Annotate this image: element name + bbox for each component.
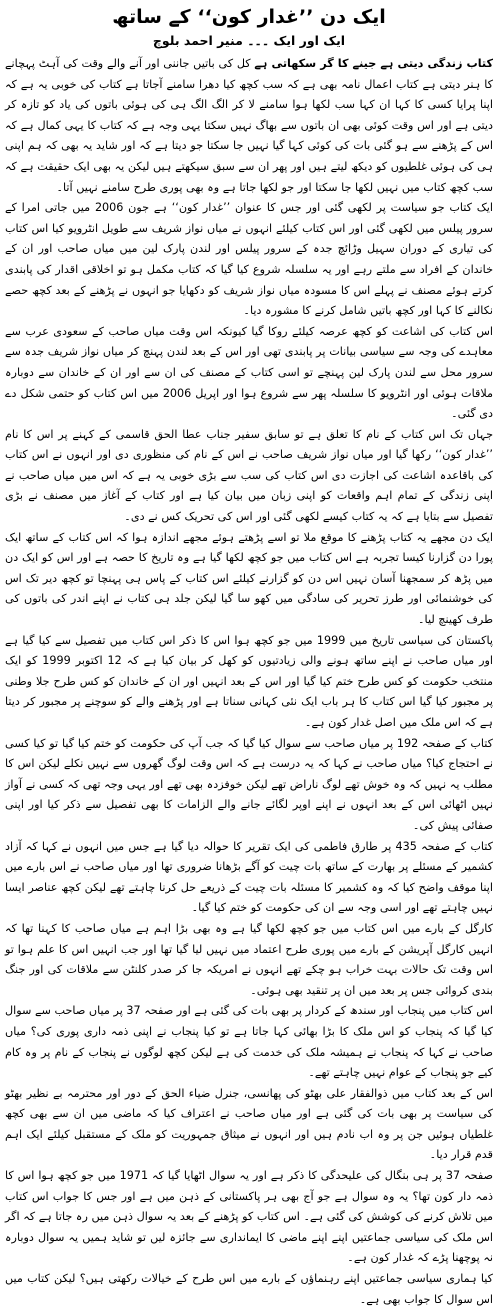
article-body (5, 54, 494, 1306)
article-paragraph: جہاں تک اس کتاب کے نام کا تعلق ہے تو سابق سفیر جناب عطا الحق قاسمی کے کہنے پر اس کا نام ’’غدار کون‘‘ رکھا گیا اور میاں نواز شریف صاحب نے اس کے نام کی منظوری دی اور انہوں نے اس کتاب کی باقاعدہ اشاعت کی اجازت دی اس کتاب کی سب سے بڑی خوبی یہ ہے کہ اس میں میاں صاحب نے اپنی زندگی کے تمام اہم واقعات کو اپنی زبان میں بیان کیا ہے اور کتاب کے آغاز میں مصنف نے بڑی تفصیل سے بتایا ہے کہ یہ کتاب کیسے لکھی گئی اور اس کی تحریک کس نے دی۔ (5, 427, 493, 524)
article-paragraph: کتاب کے صفحہ 192 پر میاں صاحب سے سوال کیا گیا کہ جب آپ کی حکومت کو ختم کیا گیا تو کیا کسی نے احتجاج کیا؟ میاں صاحب نے کہا کہ یہ درست ہے کہ اس وقت لوگ گھروں سے نہیں نکلے لیکن اس کا مطلب یہ نہیں کہ وہ خوش تھے لوگ ناراض تھے لیکن خوفزدہ بھی تھے اور یہی وجہ تھی کہ کسی نے آواز نہیں اٹھائی اس کے بعد انہوں نے اپنے اوپر لگائے جانے والے الزامات کا بھی تفصیل سے ذکر کیا اور اپنی صفائی پیش کی۔ (5, 736, 493, 832)
article-paragraph: کارگل کے بارے میں اس کتاب میں جو کچھ لکھا گیا ہے وہ بھی بڑا اہم ہے میاں صاحب کا کہنا تھا کہ انہیں کارگل آپریشن کے بارے میں پوری طرح اعتماد میں نہیں لیا گیا تھا اور جب انہیں اس کا علم ہوا تو اس وقت تک حالات بہت خراب ہو چکے تھے انہوں نے امریکہ جا کر صدر کلنٹن سے ملاقات کی اور جنگ بندی کروائی جس پر بعد میں ان پر تنقید بھی ہوئی۔ (5, 921, 493, 997)
article-paragraph: کیا ہماری سیاسی جماعتیں اپنے رہنماؤں کے بارے میں اس طرح کے خیالات رکھتی ہیں؟ لیکن کتاب میں اس سوال کا جواب بھی ہے۔ (5, 1272, 493, 1306)
article-lead-sentence: کتاب زندگی دیتی ہے جینے کا گر سکھاتی ہے (254, 57, 493, 70)
article-paragraph: کل کی باتیں جاننی اور آنے والے وقت کی آہٹ پہچانے کا ہنر دیتی ہے کتاب اعمال نامہ بھی ہے کہ سب کچھ کیا دھرا سامنے آجاتا ہے کتاب کی خوبی یہ ہے کہ اپنا پرایا کسی کا کہا ان کہا سب لکھا ہوا سامنے لا کر الگ الگ ہی کی ہوئی باتوں کی یاد کو تازہ کر دیتی ہے اور اس وقت کوئی بھی ان باتوں سے بھاگ نہیں سکتا یہی وجہ ہے کہ کتاب کا یہی کمال ہے کہ اس کے پڑھنے سے ہو گئی بات کی کوئی کہا گیا نہیں جا سکتا جو دیتا ہے کہ اور شاید یہ بھی کہ ہم اپنی ہی کی ہوئی غلطیوں کو دیکھ لیتے ہیں اور پھر ان سے سبق سیکھتے ہیں لیکن یہ بھی ایک حقیقت ہے کہ سب کچھ کتاب میں نہیں لکھا جا سکتا اور جو لکھا جاتا ہے وہ بھی پوری طرح سامنے نہیں آتا۔ (5, 57, 493, 194)
article-paragraph: اس کتاب کی اشاعت کو کچھ عرصہ کیلئے روکا گیا کیونکہ اس وقت میاں صاحب کے سعودی عرب سے معاہدے کی وجہ سے سیاسی بیانات پر پابندی تھی اور اس کے بعد لندن پہنچ کر میاں نواز شریف جدہ سے سرور محل سے لندن پارک لین پہنچے تو اسی کتاب کے مصنف کی ان سے اور ان کے خاندان سے دوبارہ ملاقات ہوئی اور انٹرویو کا سلسلہ پھر سے شروع ہوا اور اپریل 2006 میں اس کتاب کو حتمی شکل دے دی گئی۔ (5, 324, 493, 421)
article-paragraph: کتاب کے صفحہ 435 پر طارق فاطمی کی ایک تقریر کا حوالہ دیا گیا ہے جس میں انہوں نے کہا کہ آزاد کشمیر کے مسئلے پر بھارت کے ساتھ بات چیت کو آگے بڑھانا ضروری تھا اور میاں صاحب نے اس بارے میں اپنا موقف واضح کیا کہ وہ کشمیر کا مسئلہ بات چیت کے ذریعے حل کرنا چاہتے تھے لیکن کچھ عناصر ایسا نہیں چاہتے تھے اور اسی وجہ سے ان کی حکومت کو ختم کیا گیا۔ (5, 839, 493, 915)
article-paragraph: ایک کتاب جو سیاست پر لکھی گئی اور جس کا عنوان ’’غدار کون‘‘ ہے جون 2006 میں جاتی امرا کے سرور پیلس میں لکھی گئی اور اس کتاب کیلئے انہوں نے میاں نواز شریف سے طویل انٹرویو کیا اس کتاب کی تیاری کے دوران سہیل وڑائچ جدہ کے سرور پیلس اور لندن پارک لین میں میاں صاحب اور ان کے خاندان کے افراد سے ملتے رہے اور یہ سلسلہ شروع کیا گیا کہ کتاب مکمل ہو تو اخلاقی اقدار کی پابندی کرتے ہوئے مصنف نے پہلے اس کا مسودہ میاں نواز شریف کو دکھایا جو انہوں نے پڑھنے کے بعد کچھ حصے نکالنے کا کہا اور کچھ باتیں شامل کرنے کا مشورہ دیا۔ (5, 201, 493, 318)
article-paragraph: اس کے بعد کتاب میں ذوالفقار علی بھٹو کی پھانسی، جنرل ضیاء الحق کے دور اور محترمہ بے نظیر بھٹو کی سیاست پر بھی بات کی گئی ہے اور میاں صاحب نے اعتراف کیا کہ ماضی میں ان سے بھی کچھ غلطیاں ہوئیں جن پر وہ اب نادم ہیں اور انہوں نے میثاق جمہوریت کو ملک کے مستقبل کیلئے ایک اہم قدم قرار دیا۔ (5, 1086, 493, 1162)
article-paragraph: اس کتاب میں پنجاب اور سندھ کے کردار پر بھی بات کی گئی ہے اور صفحہ 37 پر میاں صاحب سے سوال کیا گیا کہ پنجاب کو اس ملک کا بڑا بھائی کہا جاتا ہے تو کیا پنجاب نے اپنی ذمہ داری پوری کی؟ میاں صاحب نے کہا کہ پنجاب نے ہمیشہ ملک کی خدمت کی ہے لیکن کچھ لوگوں نے پنجاب کے نام پر وہ کام کیے جو پنجاب کے عوام نہیں چاہتے تھے۔ (5, 1004, 493, 1080)
article-paragraph: ایک دن مجھے یہ کتاب پڑھنے کا موقع ملا تو اسے پڑھتے ہوئے مجھے اندازہ ہوا کہ اس کتاب کے ساتھ ایک پورا دن گزارنا کیسا تجربہ ہے اس کتاب میں جو کچھ لکھا گیا ہے وہ تاریخ کا حصہ ہے اور اس کو ایک دن میں پڑھ کر سمجھنا آسان نہیں اس دن کو گزارنے کیلئے اس کتاب کے پاس ہی پہنچا تو کچھ دیر تک اس کی خوشنمائی اور طرز تحریر کی سادگی میں کھو سا گیا لیکن جلد ہی کتاب نے اپنے اندر کی باتوں کی طرف کھینچ لیا۔ (5, 530, 493, 627)
article-byline: ایک اور ایک ۔۔۔ منیر احمد بلوچ (152, 33, 346, 48)
article-headline: ایک دن ’’غدار کون‘‘ کے ساتھ (112, 6, 386, 28)
article-paragraph: پاکستان کی سیاسی تاریخ میں 1999 میں جو کچھ ہوا اس کا ذکر اس کتاب میں تفصیل سے کیا گیا ہے اور میاں صاحب نے اپنے ساتھ ہونے والی زیادتیوں کو کھل کر بیان کیا ہے کہ 12 اکتوبر 1999 کو ایک منتخب حکومت کو کس طرح ختم کیا گیا اور اس کے بعد انہیں اور ان کے خاندان کو کس طرح جلا وطنی پر مجبور کیا گیا اس کتاب کا ہر باب ایک نئی کہانی سناتا ہے اور پڑھنے والے کو سوچنے پر مجبور کر دیتا ہے کہ اس ملک میں اصل غدار کون ہے۔ (5, 633, 494, 729)
article-paragraph-lead (5, 54, 493, 198)
article-paragraph: صفحہ 37 پر ہی بنگال کی علیحدگی کا ذکر ہے اور یہ سوال اٹھایا گیا کہ 1971 میں جو کچھ ہوا اس کا ذمہ دار کون تھا؟ یہ وہ سوال ہے جو آج بھی ہر پاکستانی کے ذہن میں ہے اور جس کا جواب اس کتاب میں تلاش کرنے کی کوشش کی گئی ہے۔ اس کتاب کو پڑھنے کے بعد یہ سوال ذہن میں رہ جاتا ہے کہ اگر اس ملک کی سیاسی جماعتیں اپنے اپنے ماضی کا ایمانداری سے جائزہ لیں تو شاید ہمیں یہ سوال دوبارہ نہ پوچھنا پڑے کہ غدار کون ہے۔ (5, 1169, 493, 1265)
